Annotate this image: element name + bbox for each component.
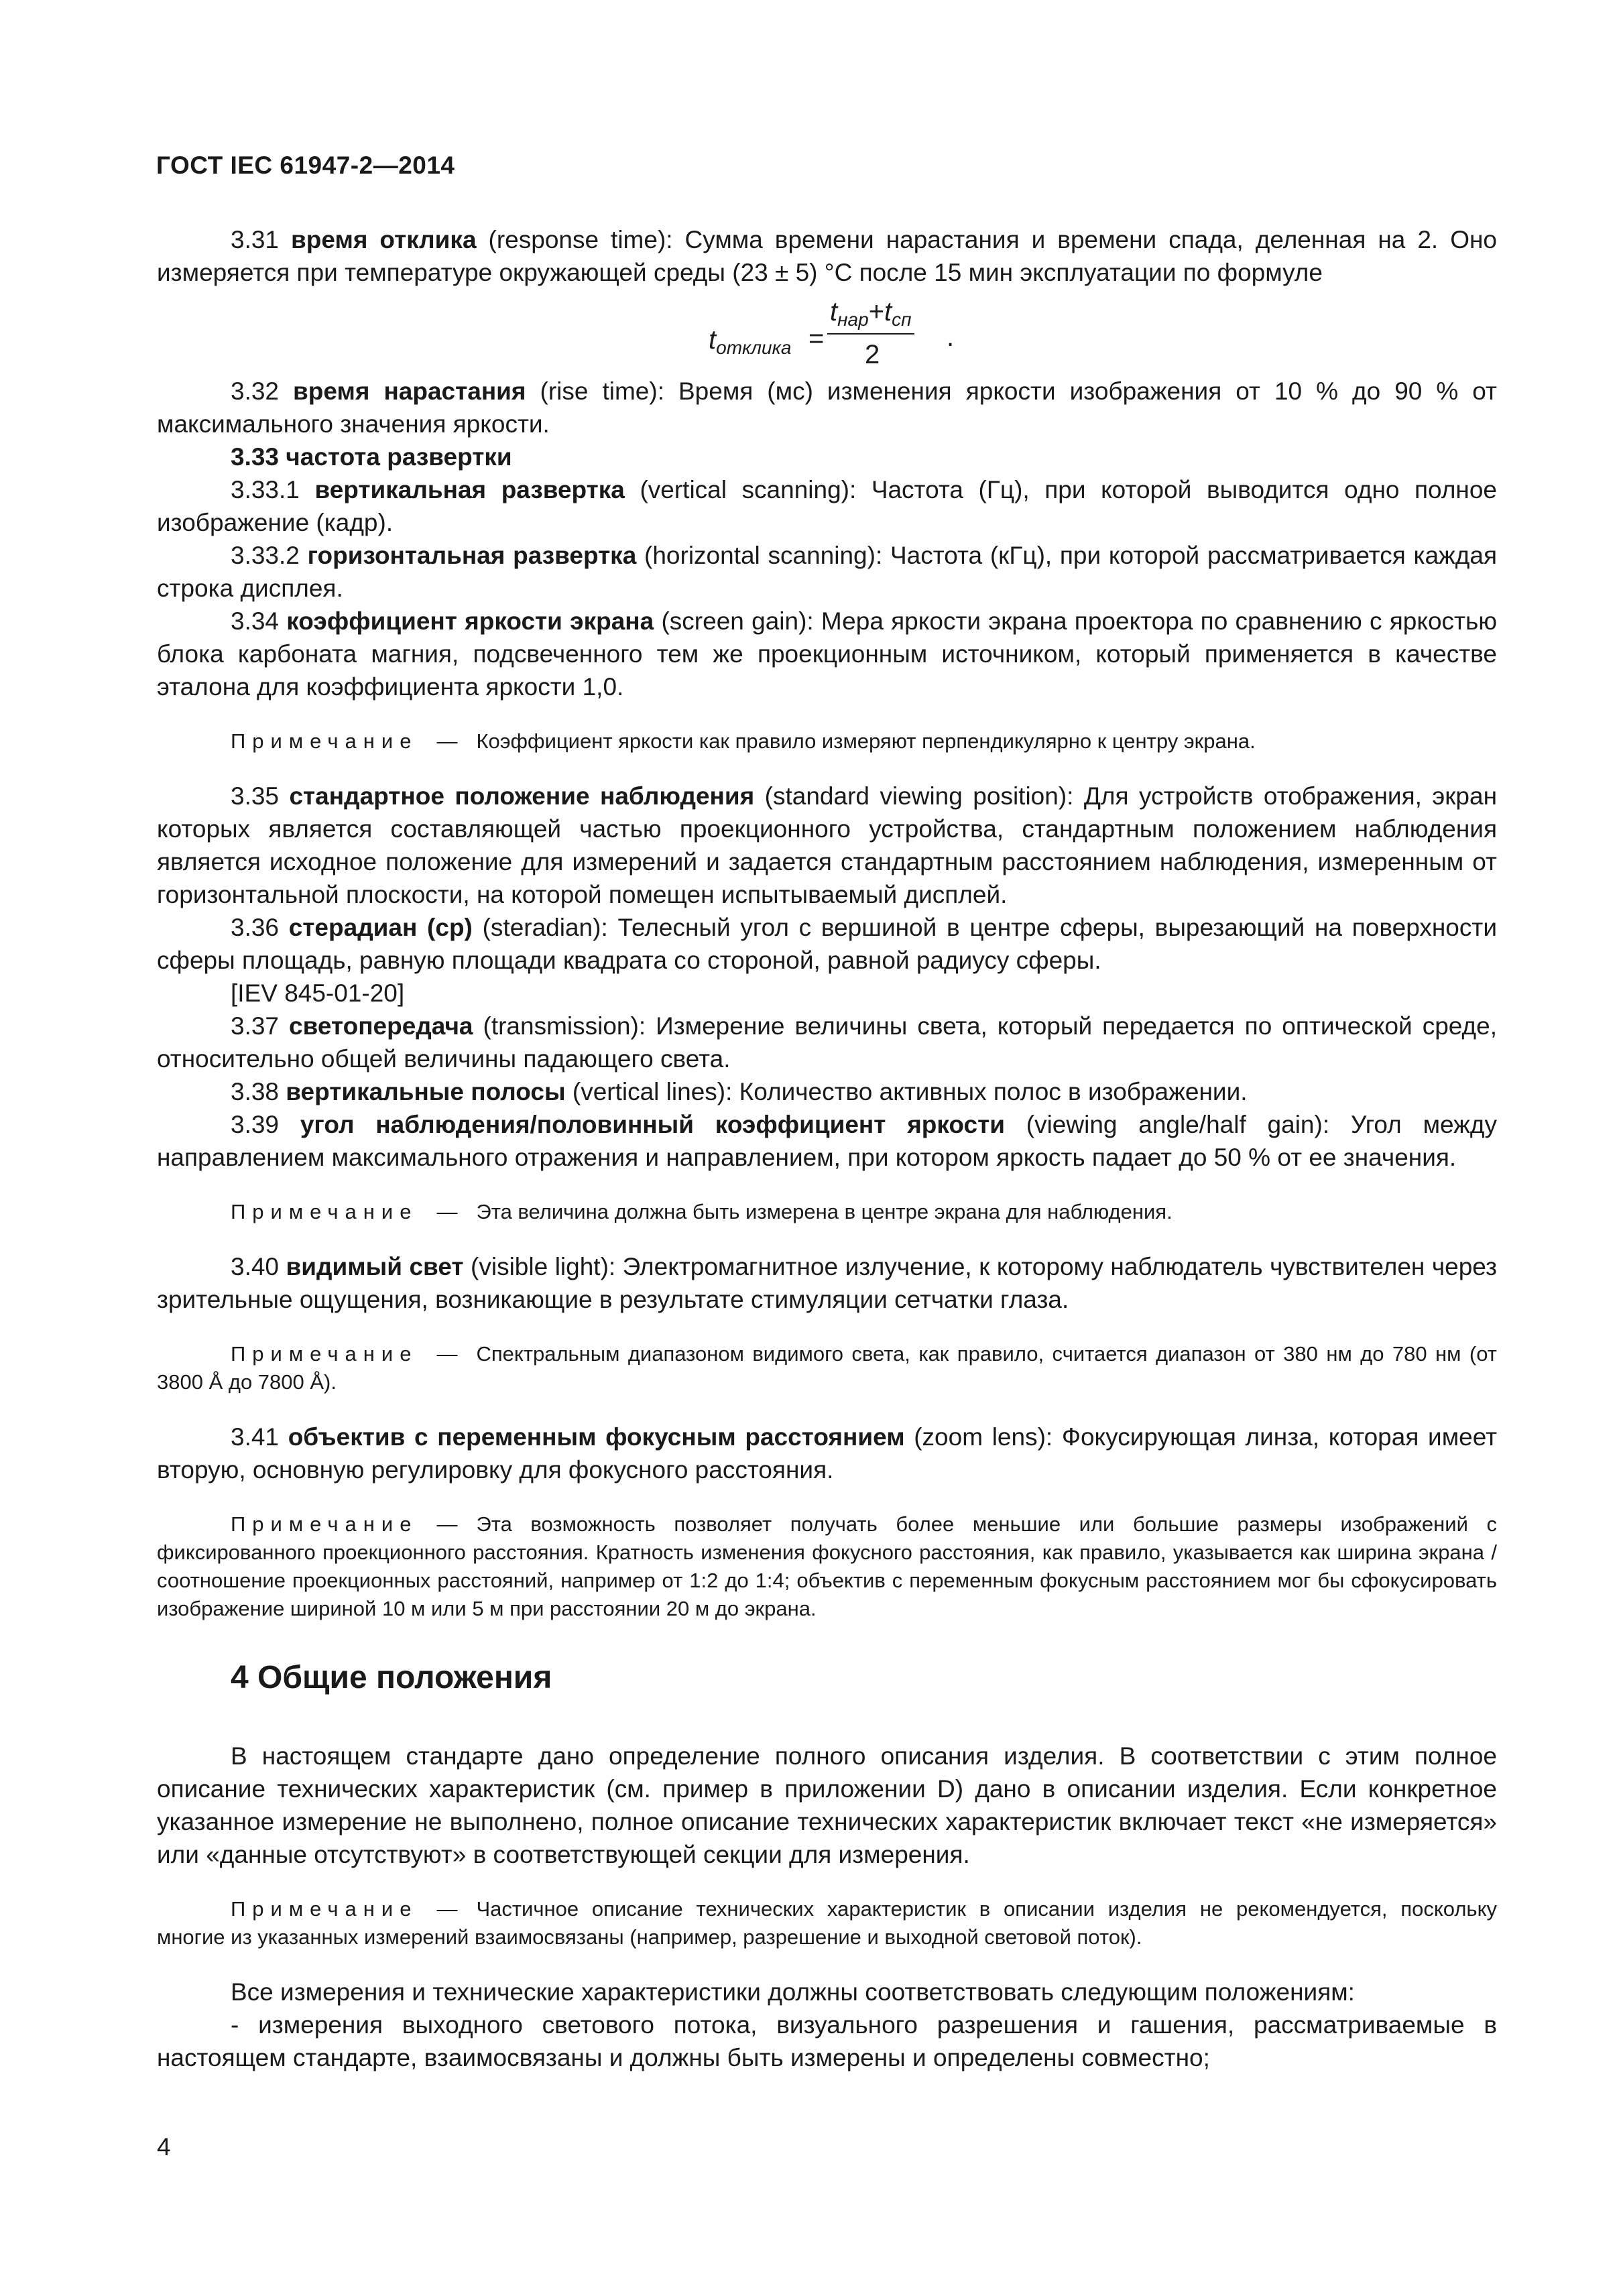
definition-3-38: 3.38 вертикальные полосы (vertical lines): Количество активных полос в изображении. xyxy=(231,1078,1248,1105)
formula-numerator: $t_{нар}+t_{сп}$ xyxy=(827,297,914,335)
section-4-list-item: - измерения выходного светового потока, визуального разрешения и гашения, рассматриваемые в настоящем стандарте, взаимосвязаны и должны быть измерены и определены совместно; xyxy=(157,2011,1497,2071)
term: видимый свет xyxy=(286,1253,464,1280)
term: стандартное положение наблюдения xyxy=(289,782,755,810)
note-label: Примечание xyxy=(231,1512,418,1536)
note-2: Примечание — Эта величина должна быть измерена в центре экрана для наблюдения. xyxy=(231,1200,1173,1223)
response-time-formula xyxy=(157,289,1497,375)
document-header: ГОСТ IEC 61947-2—2014 xyxy=(156,152,455,179)
definition-3-36: 3.36 стерадиан (ср) (steradian): Телесный угол с вершиной в центре сферы, вырезающий на поверхности сферы площадь, равную площади квадрата со стороной, равной радиусу сферы. xyxy=(157,914,1497,974)
definition-3-32: 3.32 время нарастания (rise time): Время (мс) изменения яркости изображения от 10 % до 90 % от максимального значения яркости. xyxy=(157,377,1497,438)
definition-3-33-1: 3.33.1 вертикальная развертка (vertical scanning): Частота (Гц), при которой выводится одно полное изображение (кадр). xyxy=(157,476,1498,536)
formula-denominator: 2 xyxy=(865,340,880,369)
note-label: Примечание xyxy=(231,1200,418,1223)
definition-3-37: 3.37 светопередача (transmission): Измерение величины света, который передается по оптической среде, относительно общей величины падающего света. xyxy=(157,1012,1498,1073)
document-body xyxy=(157,223,1497,2074)
term: вертикальные полосы xyxy=(286,1078,566,1105)
term: время нарастания xyxy=(293,377,526,405)
term: частота развертки xyxy=(286,443,512,471)
definition-3-33-2: 3.33.2 горизонтальная развертка (horizontal scanning): Частота (кГц), при которой рассматривается каждая строка дисплея. xyxy=(157,542,1497,602)
definition-3-34: 3.34 коэффициент яркости экрана (screen gain): Мера яркости экрана проектора по сравнению с яркостью блока карбоната магния, подсвеченного тем же проекционным источником, который применяется в качестве эталона для коэффициента яркости 1,0. xyxy=(157,607,1497,701)
note-5: Примечание — Частичное описание технических характеристик в описании изделия не рекомендуется, поскольку многие из указанных измерений взаимосвязаны (например, разрешение и выходной световой поток). xyxy=(157,1897,1497,1949)
term: объектив с переменным фокусным расстоянием xyxy=(288,1423,905,1451)
term: горизонтальная развертка xyxy=(307,542,637,569)
definition-3-40: 3.40 видимый свет (visible light): Электромагнитное излучение, к которому наблюдатель чувствителен через зрительные ощущения, возникающие в результате стимуляции сетчатки глаза. xyxy=(157,1253,1498,1313)
note-3: Примечание — Спектральным диапазоном видимого света, как правило, считается диапазон от 380 нм до 780 нм (от 3800 Å до 7800 Å). xyxy=(157,1342,1497,1394)
term: время отклика xyxy=(291,226,477,253)
note-1: Примечание — Коэффициент яркости как правило измеряют перпендикулярно к центру экрана. xyxy=(231,729,1256,753)
note-label: Примечание xyxy=(231,1897,418,1921)
section-4-paragraph-1: В настоящем стандарте дано определение полного описания изделия. В соответствии с этим полное описание технических характеристик (см. пример в приложении D) дано в описании изделия. Если конкретное указанное измерение не выполнено, полное описание технических характеристик включает текст «не измеряется» или «данные отсутствуют» в соответствующей секции для измерения. xyxy=(157,1742,1497,1868)
term: вертикальная развертка xyxy=(314,476,625,503)
definition-3-35: 3.35 стандартное положение наблюдения (standard viewing position): Для устройств отображения, экран которых является составляющей частью проекционного устройства, стандартным положением наблюдения является исходное положение для измерений и задается стандартным расстоянием наблюдения, измеренным от горизонтальной плоскости, на которой помещен испытываемый дисплей. xyxy=(157,782,1497,908)
formula-end: . xyxy=(947,322,955,352)
note-4: Примечание — Эта возможность позволяет получать более меньшие или большие размеры изображений с фиксированного проекционного расстояния. Кратность изменения фокусного расстояния, как правило, указывается как ширина экрана / соотношение проекционных расстояний, например от 1:2 до 1:4; объектив с переменным фокусным расстоянием мог бы сфокусировать изображение шириной 10 м или 5 м при расстоянии 20 м до экрана. xyxy=(157,1512,1497,1620)
definition-3-39: 3.39 угол наблюдения/половинный коэффициент яркости (viewing angle/half gain): Угол между направлением максимального отражения и направлением, при котором яркость падает до 50 % от ее значения. xyxy=(157,1111,1498,1171)
formula-equals: = xyxy=(808,324,825,353)
iev-reference: [IEV 845-01-20] xyxy=(231,979,405,1007)
term: светопередача xyxy=(289,1012,473,1040)
note-label: Примечание xyxy=(231,729,418,753)
note-label: Примечание xyxy=(231,1342,418,1366)
definition-3-31 xyxy=(157,223,1497,289)
section-title: 4 Общие положения xyxy=(231,1660,552,1695)
term: угол наблюдения/половинный коэффициент яркости xyxy=(300,1111,1005,1138)
section-4-paragraph-2: Все измерения и технические характеристики должны соответствовать следующим положениям: xyxy=(231,1978,1355,2006)
term: стерадиан (ср) xyxy=(288,914,473,941)
term: коэффициент яркости экрана xyxy=(286,607,654,635)
definition-text: (response time): Сумма времени нарастания и времени спада, деленная на 2. Оно измеряется при температуре окружающей среды (23 ± 5) °С после 15 мин эксплуатации по формуле xyxy=(157,226,1497,286)
definition-3-41: 3.41 объектив с переменным фокусным расстоянием (zoom lens): Фокусирующая линза, которая имеет вторую, основную регулировку для фокусного расстояния. xyxy=(157,1423,1498,1484)
definition-3-33: 3.33 частота развертки xyxy=(231,443,512,471)
page-number: 4 xyxy=(157,2133,171,2161)
formula-lhs: $t_{отклика}$ xyxy=(709,325,792,358)
clause-number: 3.31 xyxy=(231,226,280,253)
